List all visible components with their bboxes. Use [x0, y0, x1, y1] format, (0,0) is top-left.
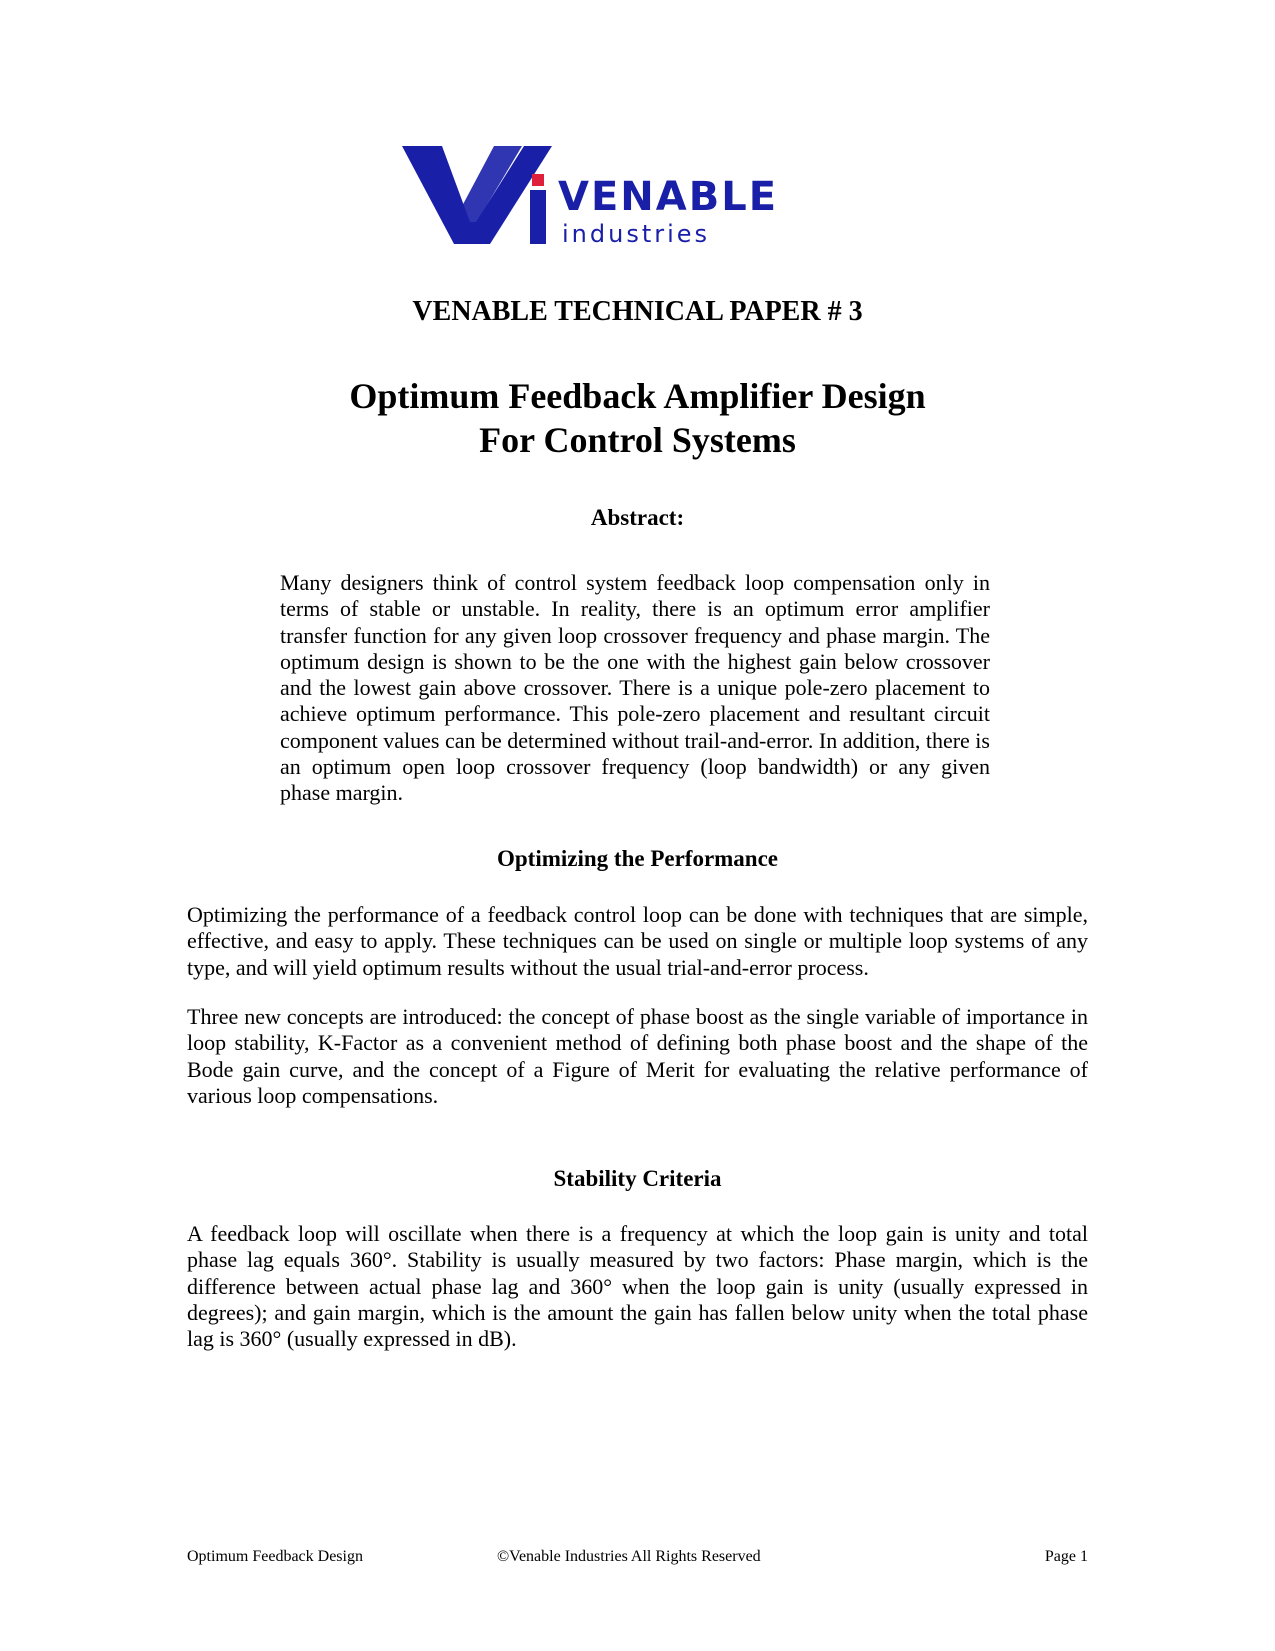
- paragraph-optimizing-1: Optimizing the performance of a feedback control loop can be done with techniques that are simple, effective, and easy to apply. These techniques can be used on single or multiple loop systems of any type, and will yield optimum results without the usual trial-and-error process.: [187, 902, 1088, 980]
- section-heading-optimizing: Optimizing the Performance: [496, 846, 779, 871]
- logo-i-stem: [530, 190, 546, 244]
- section-heading-stability: Stability Criteria: [553, 1166, 722, 1191]
- paragraph-optimizing-2: Three new concepts are introduced: the concept of phase boost as the single variable of importance in loop stability, K-Factor as a convenient method of defining both phase boost and the shape of the Bode gain curve, and the concept of a Figure of Merit for evaluating the relative performance of various loop compensations.: [187, 1004, 1088, 1108]
- logo-brand-name: VENABLE: [558, 174, 779, 220]
- title-line-1: Optimum Feedback Amplifier Design: [349, 376, 926, 416]
- paper-number: VENABLE TECHNICAL PAPER # 3: [412, 296, 863, 327]
- logo-red-dot: [532, 174, 544, 186]
- title-line-2: For Control Systems: [479, 420, 796, 460]
- footer-page-number: Page 1: [1044, 1548, 1088, 1565]
- logo-brand-sub: industries: [562, 220, 711, 248]
- page-title: [0, 374, 1275, 462]
- footer-center: ©Venable Industries All Rights Reserved: [497, 1548, 761, 1565]
- abstract-heading: Abstract:: [590, 505, 685, 530]
- venable-logo: [402, 144, 842, 262]
- footer-left: Optimum Feedback Design: [187, 1548, 363, 1565]
- abstract-text: Many designers think of control system feedback loop compensation only in terms of stable or unstable. In reality, there is an optimum error amplifier transfer function for any given loop crossover frequency and phase margin. The optimum design is shown to be the one with the highest gain below crossover and the lowest gain above crossover. There is a unique pole-zero placement to achieve optimum performance. This pole-zero placement and resultant circuit component values can be determined without trail-and-error. In addition, there is an optimum open loop crossover frequency (loop bandwidth) or any given phase margin.: [280, 570, 990, 806]
- paragraph-stability-1: A feedback loop will oscillate when there is a frequency at which the loop gain is unity and total phase lag equals 360°. Stability is usually measured by two factors: Phase margin, which is the difference between actual phase lag and 360° when the loop gain is unity (usually expressed in degrees); and gain margin, which is the amount the gain has fallen below unity when the total phase lag is 360° (usually expressed in dB).: [187, 1221, 1088, 1352]
